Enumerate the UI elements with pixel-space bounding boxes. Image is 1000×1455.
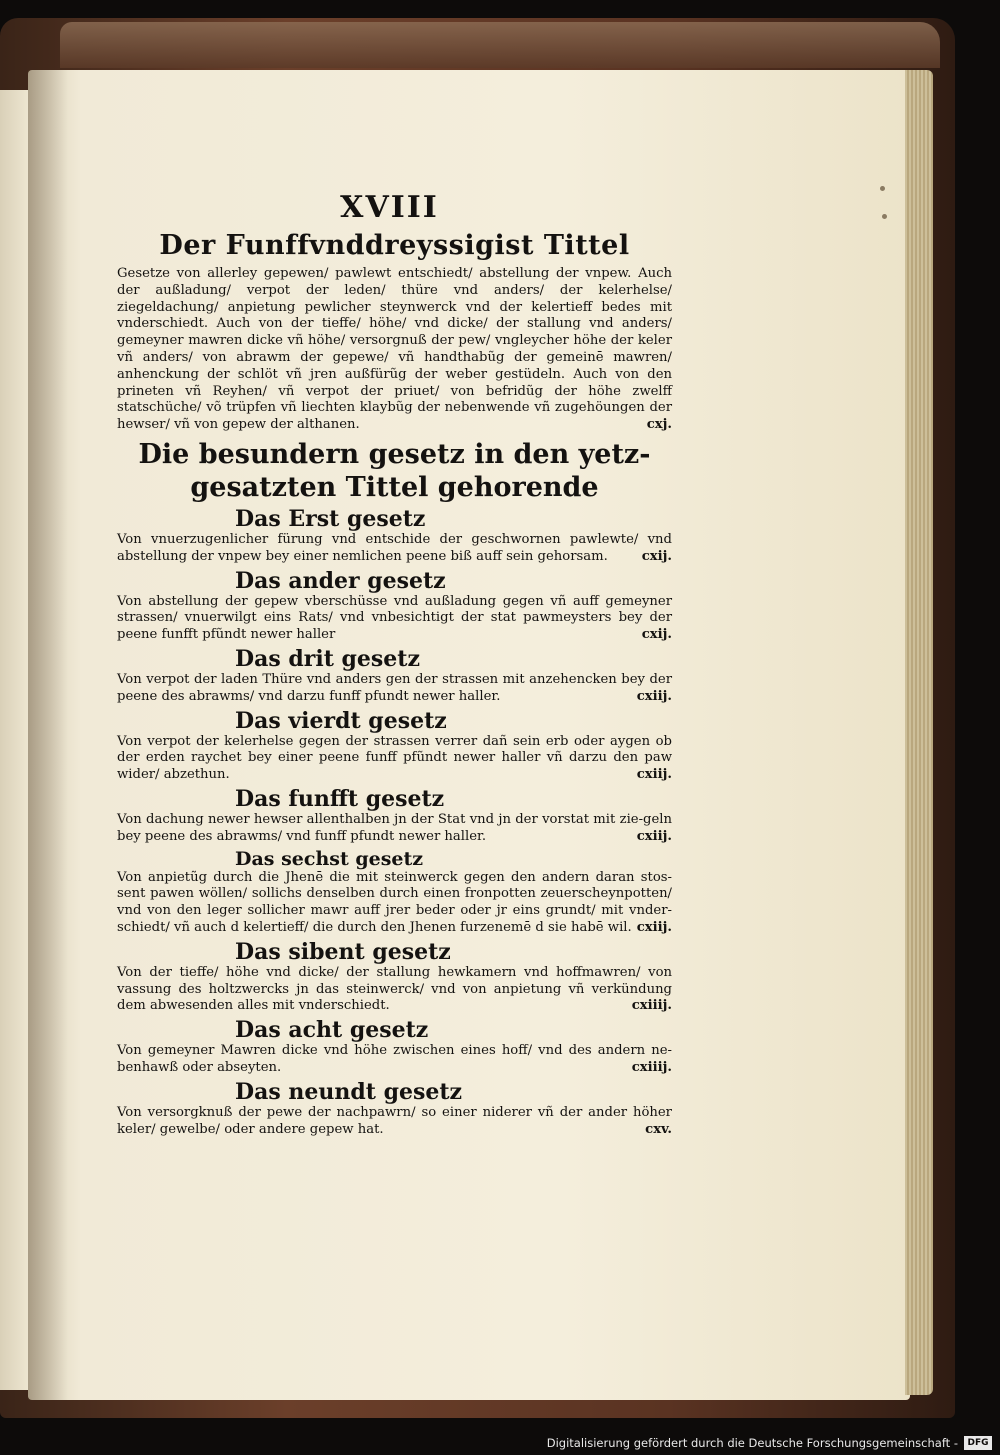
law-text-body: Von versorgknuß der pewe der nachpawrn/ so einer niderer vñ der ander höher keler/ gewelbe/ oder andere gepew hat. [117,1104,672,1137]
law-text-body: Von der tieffe/ höhe vnd dicke/ der stallung hewkamern vnd hoffmawren/ von vassung des holtzwercks jn das steinwerck/ vnd von anpietung vñ verkündung dem abwesenden alles mit vnderschiedt. [117,964,672,1014]
section-title-line: Die besundern gesetz in den yetz- [138,438,651,470]
page-edges [905,70,933,1395]
law-ref: cxiij. [636,688,672,704]
law-text-body: Von verpot der laden Thüre vnd anders gen der strassen mit anzehencken bey der peene des abrawms/ vnd darzu funff pfundt newer haller. [117,671,672,704]
binding-hole [882,214,887,219]
folio-number: XVIII [340,190,439,225]
law-text [117,870,672,937]
law-text-body: Von abstellung der gepew vberschüsse vnd außladung gegen vñ auff gemeyner strassen/ vnuerwilgt eins Rats/ vnd vnbesichtigt der stat pawmeysters bey der peene funfft pfũndt newer haller [117,593,672,643]
section-title [117,438,672,504]
law-title: Das neundt gesetz [235,1078,462,1105]
law-title: Das vierdt gesetz [235,707,447,734]
chapter-title: Der Funffvnddreyssigist Tittel [159,230,630,261]
law-text [117,1043,672,1077]
law-title: Das Erst gesetz [235,505,426,532]
law-text-body: Von vnuerzugenlicher fürung vnd entschide der geschwornen pawlewte/ vnd abstellung der vnpew bey einer nemlichen peene biß auff sein gehorsam. [117,531,672,564]
law-text-body: Von dachung newer hewser allenthalben jn der Stat vnd jn der vorstat mit zie-geln bey peene des abrawms/ vnd funff pfundt newer haller. [117,811,672,844]
law-list [117,506,672,1138]
law-text [117,532,672,566]
law-title: Das ander gesetz [235,567,446,594]
law-ref: cxiiij. [631,1059,672,1075]
law-title: Das sibent gesetz [235,938,451,965]
law-entry [117,1017,672,1077]
law-title: Das acht gesetz [235,1017,429,1044]
law-text [117,812,672,846]
law-text [117,734,672,784]
law-text [117,1105,672,1139]
law-ref: cxv. [645,1121,672,1137]
law-entry [117,506,672,566]
law-ref: cxij. [641,627,672,643]
text-block [117,190,672,1140]
law-entry [117,939,672,1015]
law-entry [117,708,672,784]
law-title: Das sechst gesetz [235,847,424,870]
left-page-edge [0,90,30,1390]
dfg-logo: DFG [964,1436,992,1450]
law-text [117,965,672,1015]
law-text [117,672,672,706]
law-ref: cxiij. [636,767,672,783]
law-entry [117,786,672,846]
law-entry [117,1079,672,1139]
law-text-body: Von verpot der kelerhelse gegen der strassen verrer dañ sein erb oder aygen ob der erden raychet bey einer peene funff pfũndt newer haller vñ darzu den paw wider/ abzethun. [117,733,672,783]
gutter-shadow [28,70,68,1400]
law-ref: cxiij. [636,919,672,935]
chapter-summary [117,266,672,434]
law-ref: cxiiij. [631,998,672,1014]
chapter-summary-ref: cxj. [646,417,672,433]
binding-hole [880,186,885,191]
law-entry [117,568,672,644]
footer-credit: Digitalisierung gefördert durch die Deutsche Forschungsgemeinschaft - [546,1436,958,1450]
law-title: Das drit gesetz [235,645,420,672]
law-text-body: Von gemeyner Mawren dicke vnd höhe zwischen eines hoff/ vnd des andern ne-benhawß oder abseyten. [117,1043,672,1075]
law-entry [117,646,672,706]
law-text-body: Von anpietũg durch die Jhenē die mit steinwerck gegen den andern daran stos-sent pawen wöllen/ sollichs denselben durch einen fronpotten zeuerscheynpotten/ vnd von den leger sollicher mawr auff jrer beder oder jr eins grundt/ mit vnder-schiedt/ vñ auch d kelertieff/ die durch den Jhenen furzenemē d sie habē wil. [117,869,672,935]
law-entry [117,848,672,937]
chapter-summary-text: Gesetze von allerley gepewen/ pawlewt entschiedt/ abstellung der vnpew. Auch der außladung/ verpot der leden/ thüre vnd anders/ der kelerhelse/ ziegeldachung/ anpietung pewlicher steynwerck vnd der kelertieff bedes mit vnderschiedt. Auch von der tieffe/ höhe/ vnd dicke/ der stallung vnd anders/ gemeyner mawren dicke vñ höhe/ versorgnuß der pew/ vngleycher höhe der keler vñ anders/ von abrawm der gepewe/ vñ handthabũg der gemeinē mawren/ anhenckung der schlöt vñ jren außfürũg der weber gestüdeln. Auch von den prineten vñ Reyhen/ vñ verpot der priuet/ von befridũg der höhe zwelff statschüche/ võ trüpfen vñ liechten klaybũg der nebenwende vñ zugehöungen der hewser/ vñ von gepew der althanen. [117,266,672,433]
law-ref: cxij. [641,548,672,564]
book-cover-top-edge [60,22,940,68]
section-title-line: gesatzten Tittel gehorende [190,471,599,503]
law-title: Das funfft gesetz [235,785,445,812]
law-text [117,594,672,644]
law-ref: cxiij. [636,828,672,844]
